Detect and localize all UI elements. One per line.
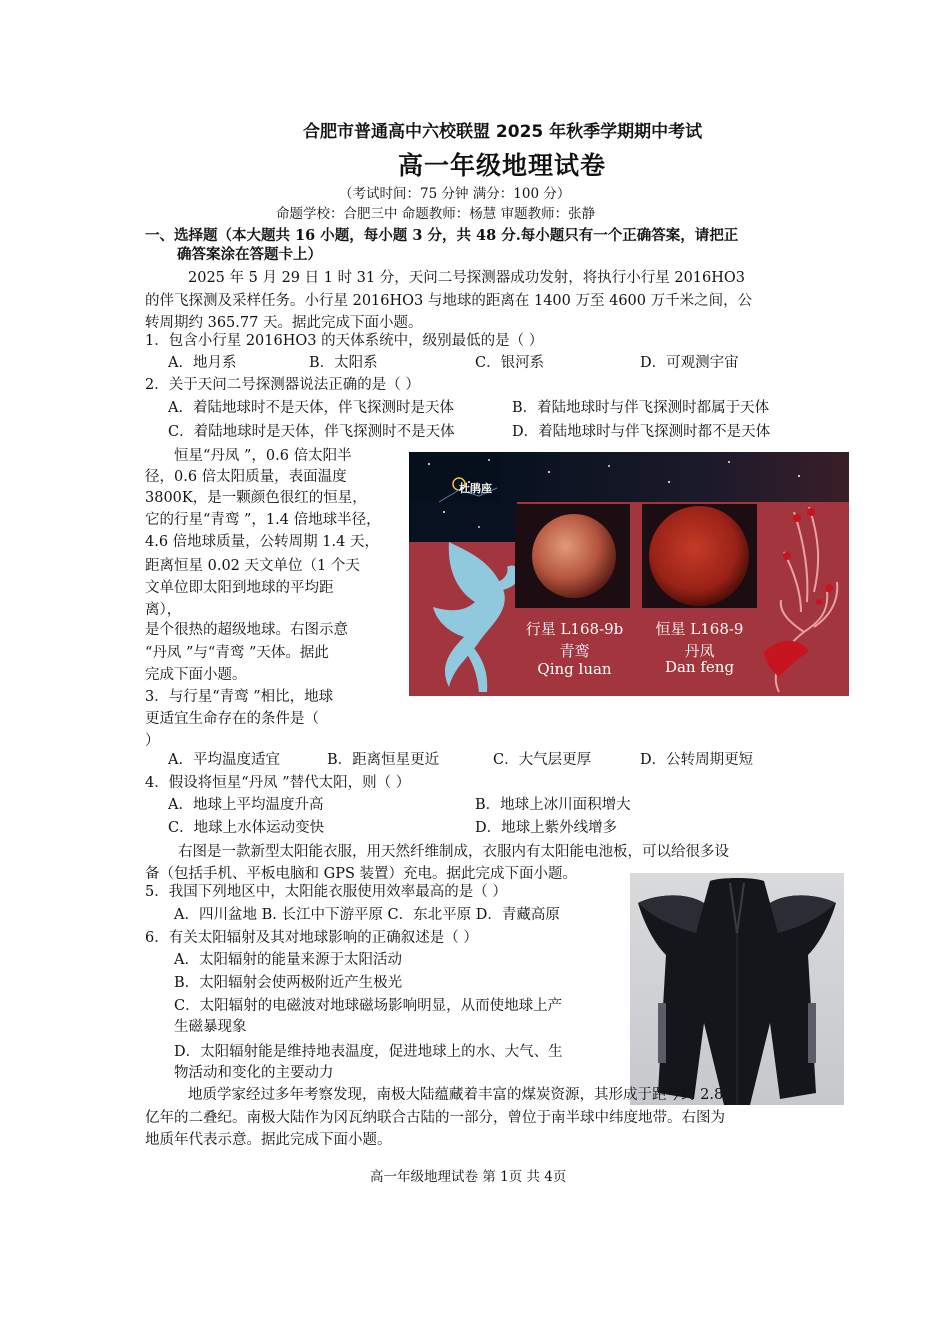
question-4-option-d: D．地球上紫外线增多 bbox=[475, 820, 618, 836]
passage-2-line-10: “丹凤 ”与“青鸾 ”天体。据此 bbox=[145, 645, 329, 661]
question-6-stem: 6．有关太阳辐射及其对地球影响的正确叙述是（ ） bbox=[145, 930, 478, 946]
passage-2-line-8: 离）， bbox=[145, 602, 182, 618]
question-3-stem: 3．与行星“青鸾 ”相比，地球 bbox=[145, 689, 334, 705]
passage-1-line-1: 2025 年 5 月 29 日 1 时 31 分，天问二号探测器成功发射，将执行小行星 2016HO3 bbox=[188, 270, 746, 286]
passage-2-line-3: 3800K，是一颗颜色很红的恒星， bbox=[145, 490, 367, 506]
question-6-option-d-cont: 物活动和变化的主要动力 bbox=[174, 1065, 334, 1081]
star-name-cn: 丹凤 bbox=[684, 642, 715, 660]
question-6-option-d: D．太阳辐射能是维持地表温度，促进地球上的水、大气、生 bbox=[174, 1044, 563, 1060]
exam-info: （考试时间：75 分钟 满分：100 分） bbox=[339, 186, 571, 202]
planet-caption: 行星 L168-9b bbox=[525, 620, 624, 638]
passage-1-line-3: 转周期约 365.77 天。据此完成下面小题。 bbox=[145, 315, 423, 331]
passage-3-line-2: 备（包括手机、平板电脑和 GPS 装置）充电。据此完成下面小题。 bbox=[145, 866, 577, 882]
star-name-pinyin: Dan feng bbox=[664, 658, 735, 676]
question-3-option-d: D．公转周期更短 bbox=[640, 752, 754, 768]
question-5-stem: 5．我国下列地区中，太阳能衣服使用效率最高的是（ ） bbox=[145, 884, 507, 900]
question-4-option-a: A．地球上平均温度升高 bbox=[168, 797, 324, 813]
passage-1-line-2: 的伴飞探测及采样任务。小行星 2016HO3 与地球的距离在 1400 万至 4600 万千米之间，公 bbox=[145, 293, 753, 309]
question-2-option-b: B．着陆地球时与伴飞探测时都属于天体 bbox=[512, 400, 770, 416]
passage-4-line-3: 地质年代表示意。据此完成下面小题。 bbox=[145, 1132, 392, 1148]
paper-title: 高一年级地理试卷 bbox=[398, 151, 607, 180]
star-danfeng bbox=[649, 506, 749, 606]
question-6-option-c-cont: 生磁暴现象 bbox=[174, 1019, 247, 1035]
question-4-option-b: B．地球上冰川面积增大 bbox=[475, 797, 631, 813]
star-caption: 恒星 L168-9 bbox=[655, 620, 744, 638]
question-1-option-c: C．银河系 bbox=[475, 355, 545, 371]
question-6-option-b: B．太阳辐射会使两极附近产生极光 bbox=[174, 975, 403, 991]
passage-4-line-2: 亿年的二叠纪。南极大陆作为冈瓦纳联合古陆的一部分，曾位于南半球中纬度地带。右图为 bbox=[145, 1110, 725, 1126]
passage-2-line-7: 文单位即太阳到地球的平均距 bbox=[145, 580, 334, 596]
setter-info: 命题学校：合肥三中 命题教师：杨慧 审题教师：张静 bbox=[276, 206, 596, 222]
passage-2-line-9: 是个很热的超级地球。右图示意 bbox=[145, 622, 348, 638]
section-heading: 一、选择题（本大题共 16 小题，每小题 3 分，共 48 分.每小题只有一个正确答案，请把正 bbox=[145, 227, 739, 244]
question-2-option-d: D．着陆地球时与伴飞探测时都不是天体 bbox=[512, 424, 771, 440]
question-3-stem-end: ） bbox=[145, 733, 160, 749]
passage-2-line-11: 完成下面小题。 bbox=[145, 667, 247, 683]
question-1-option-a: A．地月系 bbox=[168, 355, 237, 371]
planet-name-pinyin: Qing luan bbox=[537, 660, 612, 678]
star-planet-figure bbox=[409, 452, 849, 696]
question-2-option-c: C．着陆地球时是天体，伴飞探测时不是天体 bbox=[168, 424, 455, 440]
question-4-option-c: C．地球上水体运动变快 bbox=[168, 820, 325, 836]
constellation-label: 杜鹃座 bbox=[459, 482, 492, 495]
question-6-option-a: A．太阳辐射的能量来源于太阳活动 bbox=[174, 952, 402, 968]
question-1-stem: 1．包含小行星 2016HO3 的天体系统中，级别最低的是（ ） bbox=[145, 333, 544, 349]
page-footer: 高一年级地理试卷 第 1页 共 4页 bbox=[370, 1169, 567, 1185]
question-3-stem-cont: 更适宜生命存在的条件是（ bbox=[145, 711, 319, 727]
exam-title: 合肥市普通高中六校联盟 2025 年秋季学期期中考试 bbox=[303, 122, 703, 142]
passage-2-line-5: 4.6 倍地球质量，公转周期 1.4 天， bbox=[145, 534, 379, 550]
passage-2-line-1: 恒星“丹凤 ”，0.6 倍太阳半 bbox=[174, 448, 352, 464]
question-2-option-a: A．着陆地球时不是天体，伴飞探测时是天体 bbox=[168, 400, 454, 416]
passage-4-line-1: 地质学家经过多年考察发现，南极大陆蕴藏着丰富的煤炭资源，其形成于距今约 2.8 bbox=[188, 1087, 724, 1103]
section-heading-cont: 确答案涂在答题卡上） bbox=[177, 246, 322, 263]
passage-2-line-2: 径，0.6 倍太阳质量，表面温度 bbox=[145, 469, 347, 485]
question-1-option-b: B．太阳系 bbox=[309, 355, 378, 371]
planet-name-cn: 青鸾 bbox=[559, 642, 590, 660]
jacket-icon bbox=[630, 873, 844, 1105]
question-3-option-c: C．大气层更厚 bbox=[493, 752, 592, 768]
passage-3-line-1: 右图是一款新型太阳能衣服，用天然纤维制成，衣服内有太阳能电池板，可以给很多设 bbox=[178, 844, 729, 860]
solar-jacket-photo bbox=[630, 873, 844, 1105]
question-2-stem: 2．关于天问二号探测器说法正确的是（ ） bbox=[145, 377, 420, 393]
question-6-option-c: C．太阳辐射的电磁波对地球磁场影响明显，从而使地球上产 bbox=[174, 998, 563, 1014]
passage-2-line-4: 它的行星“青鸾 ”，1.4 倍地球半径， bbox=[145, 512, 381, 528]
passage-2-line-6: 距离恒星 0.02 天文单位（1 个天 bbox=[145, 558, 360, 574]
question-3-option-a: A．平均温度适宜 bbox=[168, 752, 280, 768]
question-5-options: A．四川盆地 B. 长江中下游平原 C．东北平原 D．青藏高原 bbox=[174, 907, 560, 923]
question-3-option-b: B．距离恒星更近 bbox=[327, 752, 440, 768]
question-1-option-d: D．可观测宇宙 bbox=[640, 355, 739, 371]
question-4-stem: 4．假设将恒星“丹凤 ”替代太阳，则（ ） bbox=[145, 775, 411, 791]
planet-qingluan bbox=[532, 514, 616, 598]
